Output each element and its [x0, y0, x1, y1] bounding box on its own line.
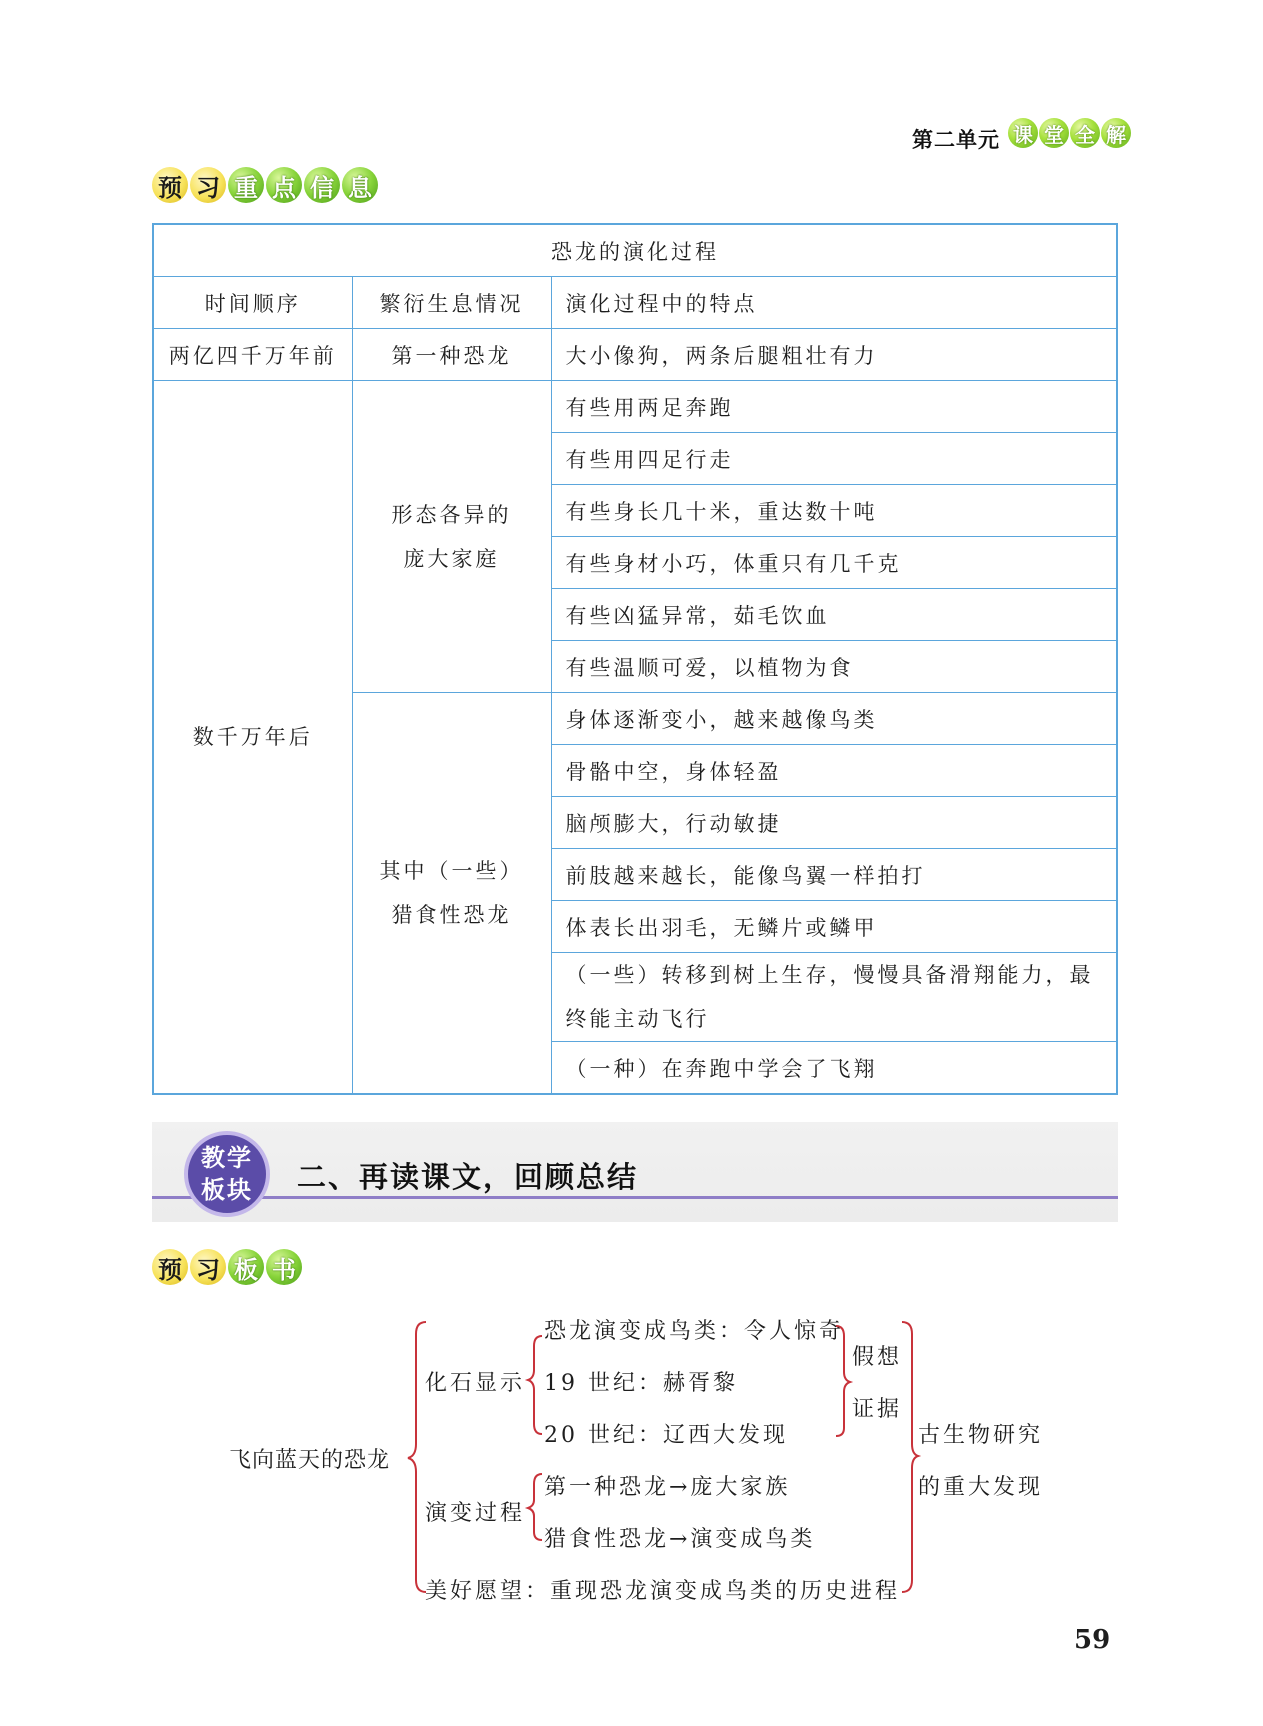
- time-cell: 数千万年后: [153, 381, 352, 1095]
- wish-text: 美好愿望：重现恐龙演变成鸟类的历史进程: [425, 1579, 901, 1604]
- badge-line: 教学: [201, 1144, 253, 1172]
- section-title: 二、再读课文，回顾总结: [297, 1160, 639, 1194]
- column-header: 繁衍生息情况: [352, 277, 551, 329]
- evolution-item: 第一种恐龙→庞大家族: [544, 1475, 791, 1500]
- feature-cell: 有些温顺可爱，以植物为食: [551, 641, 1117, 693]
- fossil-item: 恐龙演变成鸟类：令人惊奇: [544, 1319, 845, 1344]
- feature-cell: （一些）转移到树上生存，慢慢具备滑翔能力，最终能主动飞行: [551, 953, 1117, 1042]
- board-topic: 飞向蓝天的恐龙: [229, 1448, 391, 1473]
- feature-cell: （一种）在奔跑中学会了飞翔: [551, 1042, 1117, 1095]
- fossil-item: 20 世纪：辽西大发现: [544, 1423, 788, 1448]
- evolution-item: 猎食性恐龙→演变成鸟类: [544, 1527, 816, 1552]
- feature-cell: 有些用四足行走: [551, 433, 1117, 485]
- feature-cell: 有些凶猛异常，茹毛饮血: [551, 589, 1117, 641]
- feature-cell: 有些身长几十米，重达数十吨: [551, 485, 1117, 537]
- status-line: 猎食性恐龙: [391, 903, 512, 927]
- fossil-brace: [528, 1336, 542, 1434]
- status-cell: 第一种恐龙: [352, 329, 551, 381]
- badge-line: 板块: [201, 1176, 253, 1204]
- status-line: 形态各异的: [391, 502, 512, 527]
- feature-cell: 有些身材小巧，体重只有几千克: [551, 537, 1117, 589]
- feature-cell: 脑颅膨大，行动敏捷: [551, 797, 1117, 849]
- badge-char: 课: [1008, 118, 1038, 148]
- label-char: 信: [304, 167, 340, 203]
- status-line: 其中（一些）: [379, 859, 524, 883]
- feature-cell: 身体逐渐变小，越来越像鸟类: [551, 693, 1117, 745]
- label-char: 预: [152, 1249, 188, 1285]
- label-char: 习: [190, 167, 226, 203]
- label-char: 重: [228, 167, 264, 203]
- feature-cell: 前肢越来越长，能像鸟翼一样拍打: [551, 849, 1117, 901]
- fossil-item: 19 世纪：赫胥黎: [544, 1371, 738, 1396]
- label-char: 书: [266, 1249, 302, 1285]
- feature-cell: 有些用两足奔跑: [551, 381, 1117, 433]
- column-header: 时间顺序: [153, 277, 352, 329]
- hypothesis-label: 假想: [852, 1345, 903, 1370]
- evidence-label: 证据: [852, 1397, 903, 1422]
- outer-brace: [408, 1322, 426, 1592]
- table-title: 恐龙的演化过程: [153, 224, 1117, 277]
- label-char: 点: [266, 167, 302, 203]
- column-header: 演化过程中的特点: [551, 277, 1117, 329]
- feature-cell: 大小像狗，两条后腿粗壮有力: [551, 329, 1117, 381]
- label-char: 习: [190, 1249, 226, 1285]
- badge-char: 全: [1070, 118, 1100, 148]
- fossil-label: 化石显示: [425, 1371, 526, 1396]
- conclusion-line: 的重大发现: [918, 1475, 1044, 1500]
- label-char: 板: [228, 1249, 264, 1285]
- conclusion-brace: [902, 1322, 918, 1592]
- unit-header: 第二单元: [912, 128, 1000, 152]
- page-number: 59: [1074, 1625, 1111, 1655]
- evolution-brace: [528, 1474, 542, 1540]
- feature-cell: 体表长出羽毛，无鳞片或鳞甲: [551, 901, 1117, 953]
- label-char: 预: [152, 167, 188, 203]
- badge-char: 解: [1101, 118, 1131, 148]
- label-char: 息: [342, 167, 378, 203]
- evolution-label: 演变过程: [425, 1501, 526, 1526]
- time-cell: 两亿四千万年前: [153, 329, 352, 381]
- feature-cell: 骨骼中空，身体轻盈: [551, 745, 1117, 797]
- badge-char: 堂: [1039, 118, 1069, 148]
- conclusion-line: 古生物研究: [918, 1423, 1044, 1448]
- status-line: 庞大家庭: [403, 546, 500, 571]
